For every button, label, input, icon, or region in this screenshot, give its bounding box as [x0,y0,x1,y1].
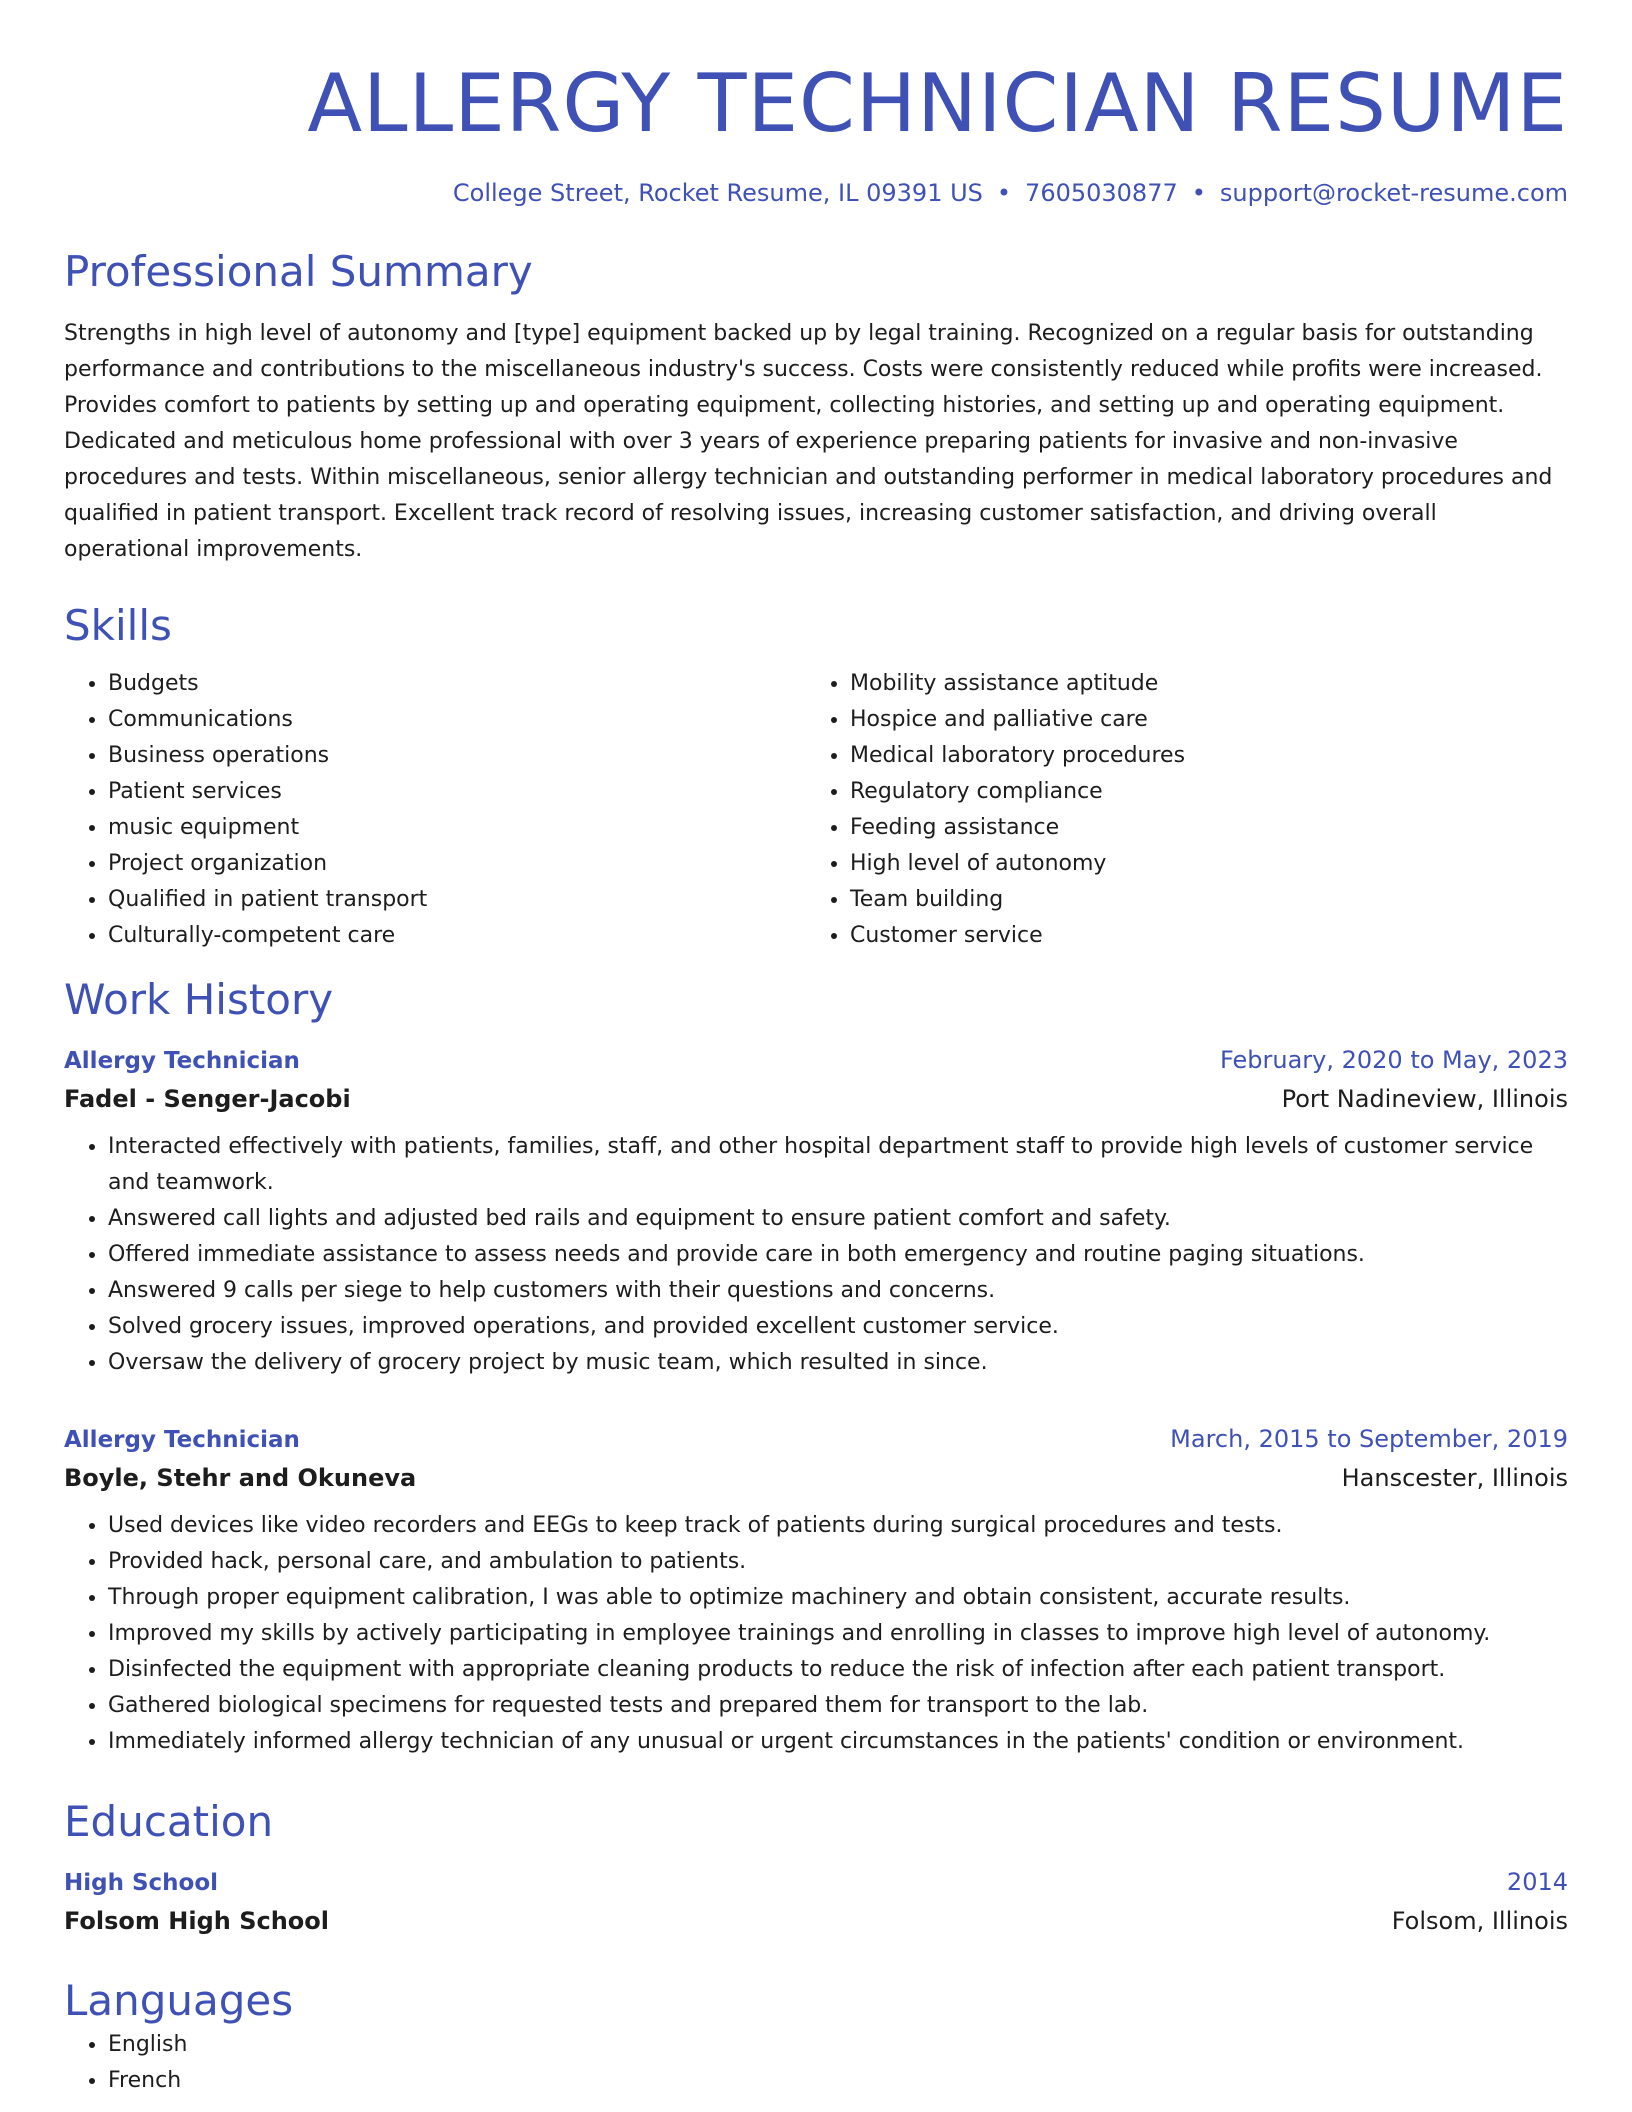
language-item: • French [108,2063,1568,2099]
work-history-heading: Work History [64,975,334,1024]
education-header-row [64,1864,1568,1901]
contact-email[interactable]: support@rocket-resume.com [1219,179,1568,207]
job-company-row [64,1458,1568,1498]
resume-title: ALLERGY TECHNICIAN RESUME [307,57,1568,150]
job-bullet: • Improved my skills by actively participating in employee trainings and enrolling in classes to improve high level of autonomy. [108,1616,1568,1652]
job-bullet: • Oversaw the delivery of grocery project by music team, which resulted in since. [108,1345,1568,1381]
skills-heading: Skills [64,601,172,650]
job-bullet: • Gathered biological specimens for requested tests and prepared them for transport to the lab. [108,1688,1568,1724]
job-bullets [64,1129,1568,1381]
job-bullet: • Used devices like video recorders and EEGs to keep track of patients during surgical procedures and tests. [108,1508,1568,1544]
languages-list [64,2027,1568,2099]
contact-separator: • [996,179,1012,207]
job-company: Boyle, Stehr and Okuneva [64,1464,417,1492]
education-school: Folsom High School [64,1907,330,1935]
job-dates: March, 2015 to September, 2019 [1170,1425,1568,1453]
job-bullet: • Immediately informed allergy technician of any unusual or urgent circumstances in the patients' condition or environment. [108,1724,1568,1760]
language-item: • English [108,2027,1568,2063]
job-bullet: • Disinfected the equipment with appropriate cleaning products to reduce the risk of infection after each patient transport. [108,1652,1568,1688]
summary-heading: Professional Summary [64,247,533,296]
skill-item: • Qualified in patient transport [108,882,806,918]
skill-item: • music equipment [108,810,806,846]
job-bullet: • Provided hack, personal care, and ambulation to patients. [108,1544,1568,1580]
skill-item: • Business operations [108,738,806,774]
job-header-row [64,1421,1568,1458]
education-year: 2014 [1506,1868,1568,1896]
summary-text: Strengths in high level of autonomy and [type] equipment backed up by legal training. Recognized on a regular basis for outstanding performance and contributions to the miscellaneous industry's success. Costs were consistently reduced while profits were increased. Provides comfort to patients by setting up and operating equipment, collecting histories, and setting up and operating equipment. Dedicated and meticulous home professional with over 3 years of experience preparing patients for invasive and non-invasive procedures and tests. Within miscellaneous, senior allergy technician and outstanding performer in medical laboratory procedures and qualified in patient transport. Excellent track record of resolving issues, increasing customer satisfaction, and driving overall operational improvements. [64,321,1553,562]
skill-item: • High level of autonomy [850,846,1568,882]
job-title: Allergy Technician [64,1048,300,1074]
skill-item: • Culturally-competent care [108,918,806,954]
skills-grid [64,666,1568,954]
contact-address: College Street, Rocket Resume, IL 09391 US [452,179,983,207]
education-heading: Education [64,1797,274,1846]
skill-item: • Patient services [108,774,806,810]
job-bullet: • Answered 9 calls per siege to help customers with their questions and concerns. [108,1273,1568,1309]
education-degree: High School [64,1870,219,1896]
job-bullet: • Offered immediate assistance to assess needs and provide care in both emergency and routine paging situations. [108,1237,1568,1273]
job-bullet: • Solved grocery issues, improved operations, and provided excellent customer service. [108,1309,1568,1345]
languages-heading: Languages [64,1976,294,2025]
job-title: Allergy Technician [64,1427,300,1453]
job-location: Port Nadineview, Illinois [1281,1085,1568,1113]
skills-list-right [806,666,1568,954]
skill-item: • Team building [850,882,1568,918]
skill-item: • Feeding assistance [850,810,1568,846]
job-bullet: • Through proper equipment calibration, I was able to optimize machinery and obtain consistent, accurate results. [108,1580,1568,1616]
job-company: Fadel - Senger-Jacobi [64,1085,351,1113]
job-bullets [64,1508,1568,1760]
skill-item: • Budgets [108,666,806,702]
skill-item: • Medical laboratory procedures [850,738,1568,774]
skill-item: • Hospice and palliative care [850,702,1568,738]
skill-item: • Communications [108,702,806,738]
job-header-row [64,1042,1568,1079]
job-location: Hanscester, Illinois [1341,1464,1568,1492]
job-bullet: • Answered call lights and adjusted bed rails and equipment to ensure patient comfort and safety. [108,1201,1568,1237]
skill-item: • Project organization [108,846,806,882]
skill-item: • Mobility assistance aptitude [850,666,1568,702]
job-entry [64,1042,1568,1381]
skill-item: • Regulatory compliance [850,774,1568,810]
skill-item: • Customer service [850,918,1568,954]
job-dates: February, 2020 to May, 2023 [1220,1046,1568,1074]
skills-list-left [64,666,806,954]
education-school-row [64,1901,1568,1941]
job-company-row [64,1079,1568,1119]
contact-line [64,178,1568,208]
contact-phone: 7605030877 [1025,179,1178,207]
education-entry [64,1864,1568,1941]
job-entry [64,1421,1568,1760]
education-location: Folsom, Illinois [1391,1907,1568,1935]
contact-separator: • [1191,179,1206,207]
job-bullet: • Interacted effectively with patients, families, staff, and other hospital department staff to provide high levels of customer service and teamwork. [108,1129,1568,1201]
